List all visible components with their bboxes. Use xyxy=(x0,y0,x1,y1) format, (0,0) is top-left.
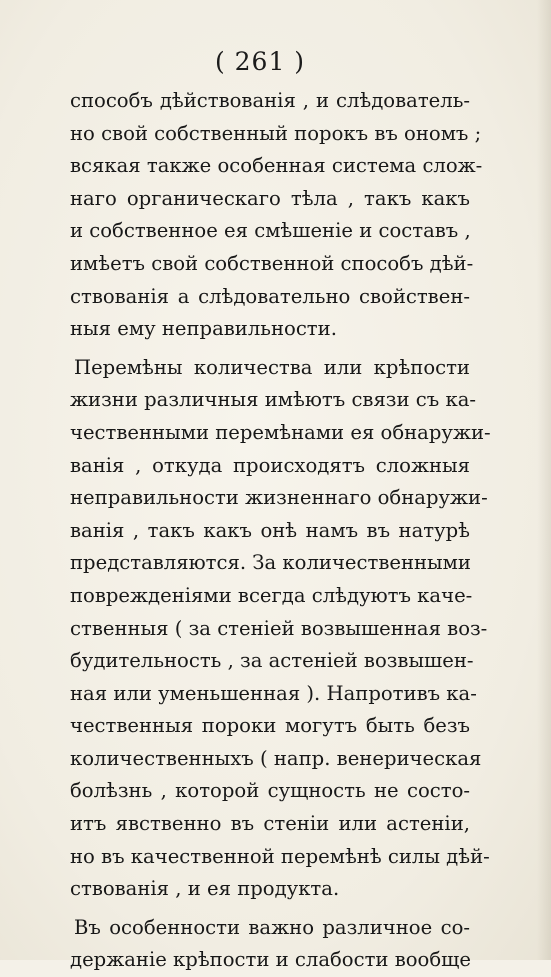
text-line: всякая также особенная система слож- xyxy=(70,154,483,178)
text-line: болѣзнь , которой сущность не состо- xyxy=(70,779,470,803)
body-text xyxy=(70,85,491,977)
text-line: итъ явственно въ стеніи или астеніи, xyxy=(70,812,470,836)
text-line: чественныя пороки могутъ быть безъ xyxy=(70,714,470,738)
text-line: и собственное ея смѣшеніе и составъ , xyxy=(70,219,471,243)
text-line: имѣетъ свой собственной способъ дѣй- xyxy=(70,251,474,275)
text-line: но въ качественной перемѣнѣ силы дѣй- xyxy=(70,844,490,868)
page-number: ( 261 ) xyxy=(214,47,306,76)
text-line: ныя ему неправильности. xyxy=(70,317,337,341)
text-line: ствованія , и ея продукта. xyxy=(70,877,340,901)
text-line: наго органическаго тѣла , такъ какъ xyxy=(70,186,470,210)
text-line: чественными перемѣнами ея обнаружи- xyxy=(70,420,491,444)
text-line: способъ дѣйствованія , и слѣдователь- xyxy=(70,89,470,112)
text-line: неправильности жизненнаго обнаружи- xyxy=(70,486,488,510)
text-line: Перемѣны количества или крѣпости xyxy=(74,355,470,379)
text-line: ванія , такъ какъ онѣ намъ въ натурѣ xyxy=(70,518,470,542)
text-line: количественныхъ ( напр. венерическая xyxy=(70,746,482,770)
text-line: ная или уменьшенная ). Напротивъ ка- xyxy=(70,681,477,705)
text-line: ствованія а слѣдовательно свойствен- xyxy=(70,284,470,308)
text-line: держаніе крѣпости и слабости вообще xyxy=(70,948,471,972)
text-line: ванія , откуда происходятъ сложныя xyxy=(70,453,470,477)
text-line: будительность , за астеніей возвышен- xyxy=(70,649,474,673)
text-line: представляются. За количественными xyxy=(70,551,471,575)
text-line: но свой собственный порокъ въ ономъ ; xyxy=(70,121,482,145)
text-line: ственныя ( за стеніей возвышенная воз- xyxy=(70,616,488,640)
text-line: поврежденіями всегда слѣдуютъ каче- xyxy=(70,583,473,607)
page-edge-shadow xyxy=(537,0,551,960)
text-line: жизни различныя имѣютъ связи съ ка- xyxy=(70,388,476,412)
text-line: Въ особенности важно различное со- xyxy=(74,915,470,939)
